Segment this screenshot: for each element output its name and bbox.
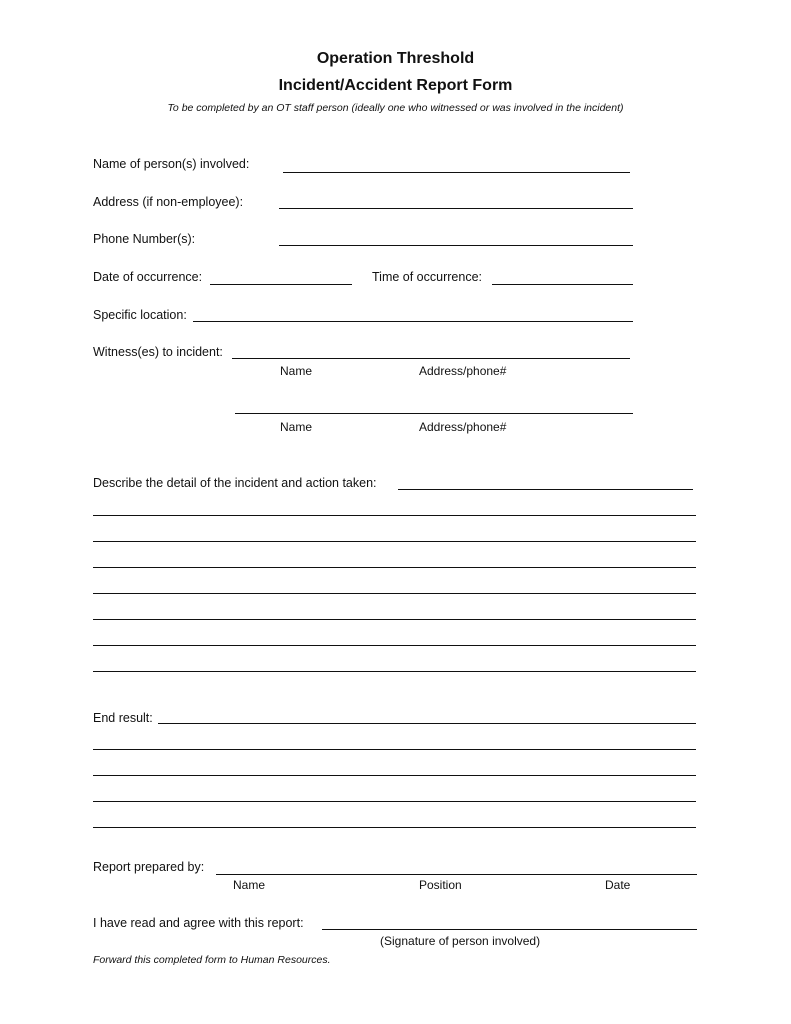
form-organization-title: Operation Threshold bbox=[316, 50, 475, 67]
persons-involved-line[interactable] bbox=[283, 172, 630, 173]
signature-line[interactable] bbox=[322, 929, 697, 930]
address-line[interactable] bbox=[279, 208, 633, 209]
date-label: Date of occurrence: bbox=[93, 270, 203, 284]
prepared-by-line[interactable] bbox=[216, 874, 697, 875]
incident-description-line-1[interactable] bbox=[93, 515, 696, 516]
incident-description-line-4[interactable] bbox=[93, 593, 696, 594]
phone-label: Phone Number(s): bbox=[93, 232, 196, 246]
end-result-line-2[interactable] bbox=[93, 775, 696, 776]
location-label: Specific location: bbox=[93, 308, 187, 322]
address-label: Address (if non-employee): bbox=[93, 195, 244, 209]
signature-caption: (Signature of person involved) bbox=[380, 934, 541, 948]
end-result-line-1[interactable] bbox=[93, 749, 696, 750]
witness-address-caption-1: Address/phone# bbox=[419, 364, 507, 378]
witness-line-1[interactable] bbox=[232, 358, 630, 359]
incident-description-line-2[interactable] bbox=[93, 541, 696, 542]
end-result-label: End result: bbox=[93, 711, 153, 725]
end-result-line-0[interactable] bbox=[158, 723, 696, 724]
location-line[interactable] bbox=[193, 321, 633, 322]
agreement-label: I have read and agree with this report: bbox=[93, 916, 304, 930]
witnesses-label: Witness(es) to incident: bbox=[93, 345, 223, 359]
witness-name-caption-1: Name bbox=[280, 364, 313, 378]
incident-description-line-5[interactable] bbox=[93, 619, 696, 620]
witness-address-caption-2: Address/phone# bbox=[419, 420, 507, 434]
incident-description-line-3[interactable] bbox=[93, 567, 696, 568]
forward-instructions: Forward this completed form to Human Resources. bbox=[93, 954, 331, 966]
incident-description-label: Describe the detail of the incident and action taken: bbox=[93, 476, 377, 490]
prepared-date-caption: Date bbox=[605, 878, 631, 892]
prepared-name-caption: Name bbox=[233, 878, 266, 892]
witness-name-caption-2: Name bbox=[280, 420, 313, 434]
form-title: Incident/Accident Report Form bbox=[278, 77, 513, 94]
form-instructions: To be completed by an OT staff person (ideally one who witnessed or was involved in the incident) bbox=[167, 102, 624, 114]
incident-description-line-6[interactable] bbox=[93, 645, 696, 646]
end-result-line-3[interactable] bbox=[93, 801, 696, 802]
time-label: Time of occurrence: bbox=[372, 270, 482, 284]
time-line[interactable] bbox=[492, 284, 633, 285]
date-line[interactable] bbox=[210, 284, 352, 285]
persons-involved-label: Name of person(s) involved: bbox=[93, 157, 250, 171]
incident-description-line-7[interactable] bbox=[93, 671, 696, 672]
prepared-position-caption: Position bbox=[419, 878, 462, 892]
phone-line[interactable] bbox=[279, 245, 633, 246]
prepared-by-label: Report prepared by: bbox=[93, 860, 205, 874]
witness-line-2[interactable] bbox=[235, 413, 633, 414]
end-result-line-4[interactable] bbox=[93, 827, 696, 828]
incident-description-line-0[interactable] bbox=[398, 489, 693, 490]
